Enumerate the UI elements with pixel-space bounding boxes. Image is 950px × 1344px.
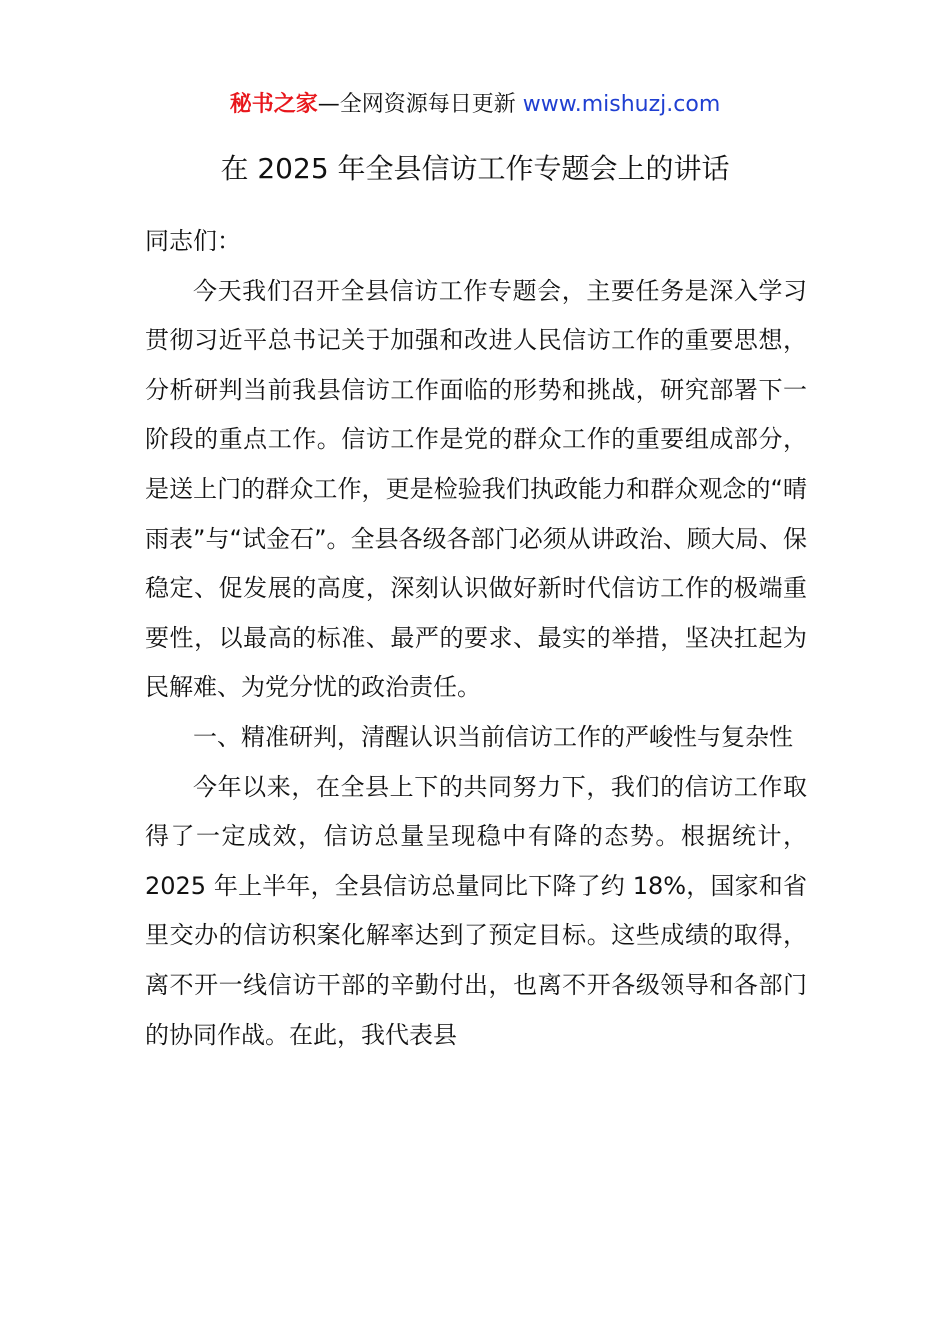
site-brand: 秘书之家: [229, 92, 318, 117]
document-body: [145, 217, 807, 1060]
document-title: 在 2025 年全县信访工作专题会上的讲话: [220, 152, 730, 185]
section-heading-1: 一、精准研判，清醒认识当前信访工作的严峻性与复杂性: [193, 722, 793, 751]
salutation: 同志们：: [145, 227, 241, 255]
site-banner: [0, 88, 950, 122]
site-url-link[interactable]: www.mishuzj.com: [522, 92, 721, 117]
paragraph-intro: 今天我们召开全县信访工作专题会，主要任务是深入学习贯彻习近平总书记关于加强和改进人民信访工作的重要思想，分析研判当前我县信访工作面临的形势和挑战，研究部署下一阶段的重点工作。信访工作是党的群众工作的重要组成部分，是送上门的群众工作，更是检验我们执政能力和群众观念的“晴雨表”与“试金石”。全县各级各部门必须从讲政治、顾大局、保稳定、促发展的高度，深刻认识做好新时代信访工作的极端重要性，以最高的标准、最严的要求、最实的举措，坚决扛起为民解难、为党分忧的政治责任。: [145, 276, 807, 702]
site-tagline: —全网资源每日更新: [317, 92, 523, 117]
paragraph-section-1: 今年以来，在全县上下的共同努力下，我们的信访工作取得了一定成效，信访总量呈现稳中有降的态势。根据统计，2025 年上半年，全县信访总量同比下降了约 18%，国家和省里交办的信访积案化解率达到了预定目标。这些成绩的取得，离不开一线信访干部的辛勤付出，也离不开各级领导和各部门的协同作战。在此，我代表县: [145, 772, 807, 1049]
